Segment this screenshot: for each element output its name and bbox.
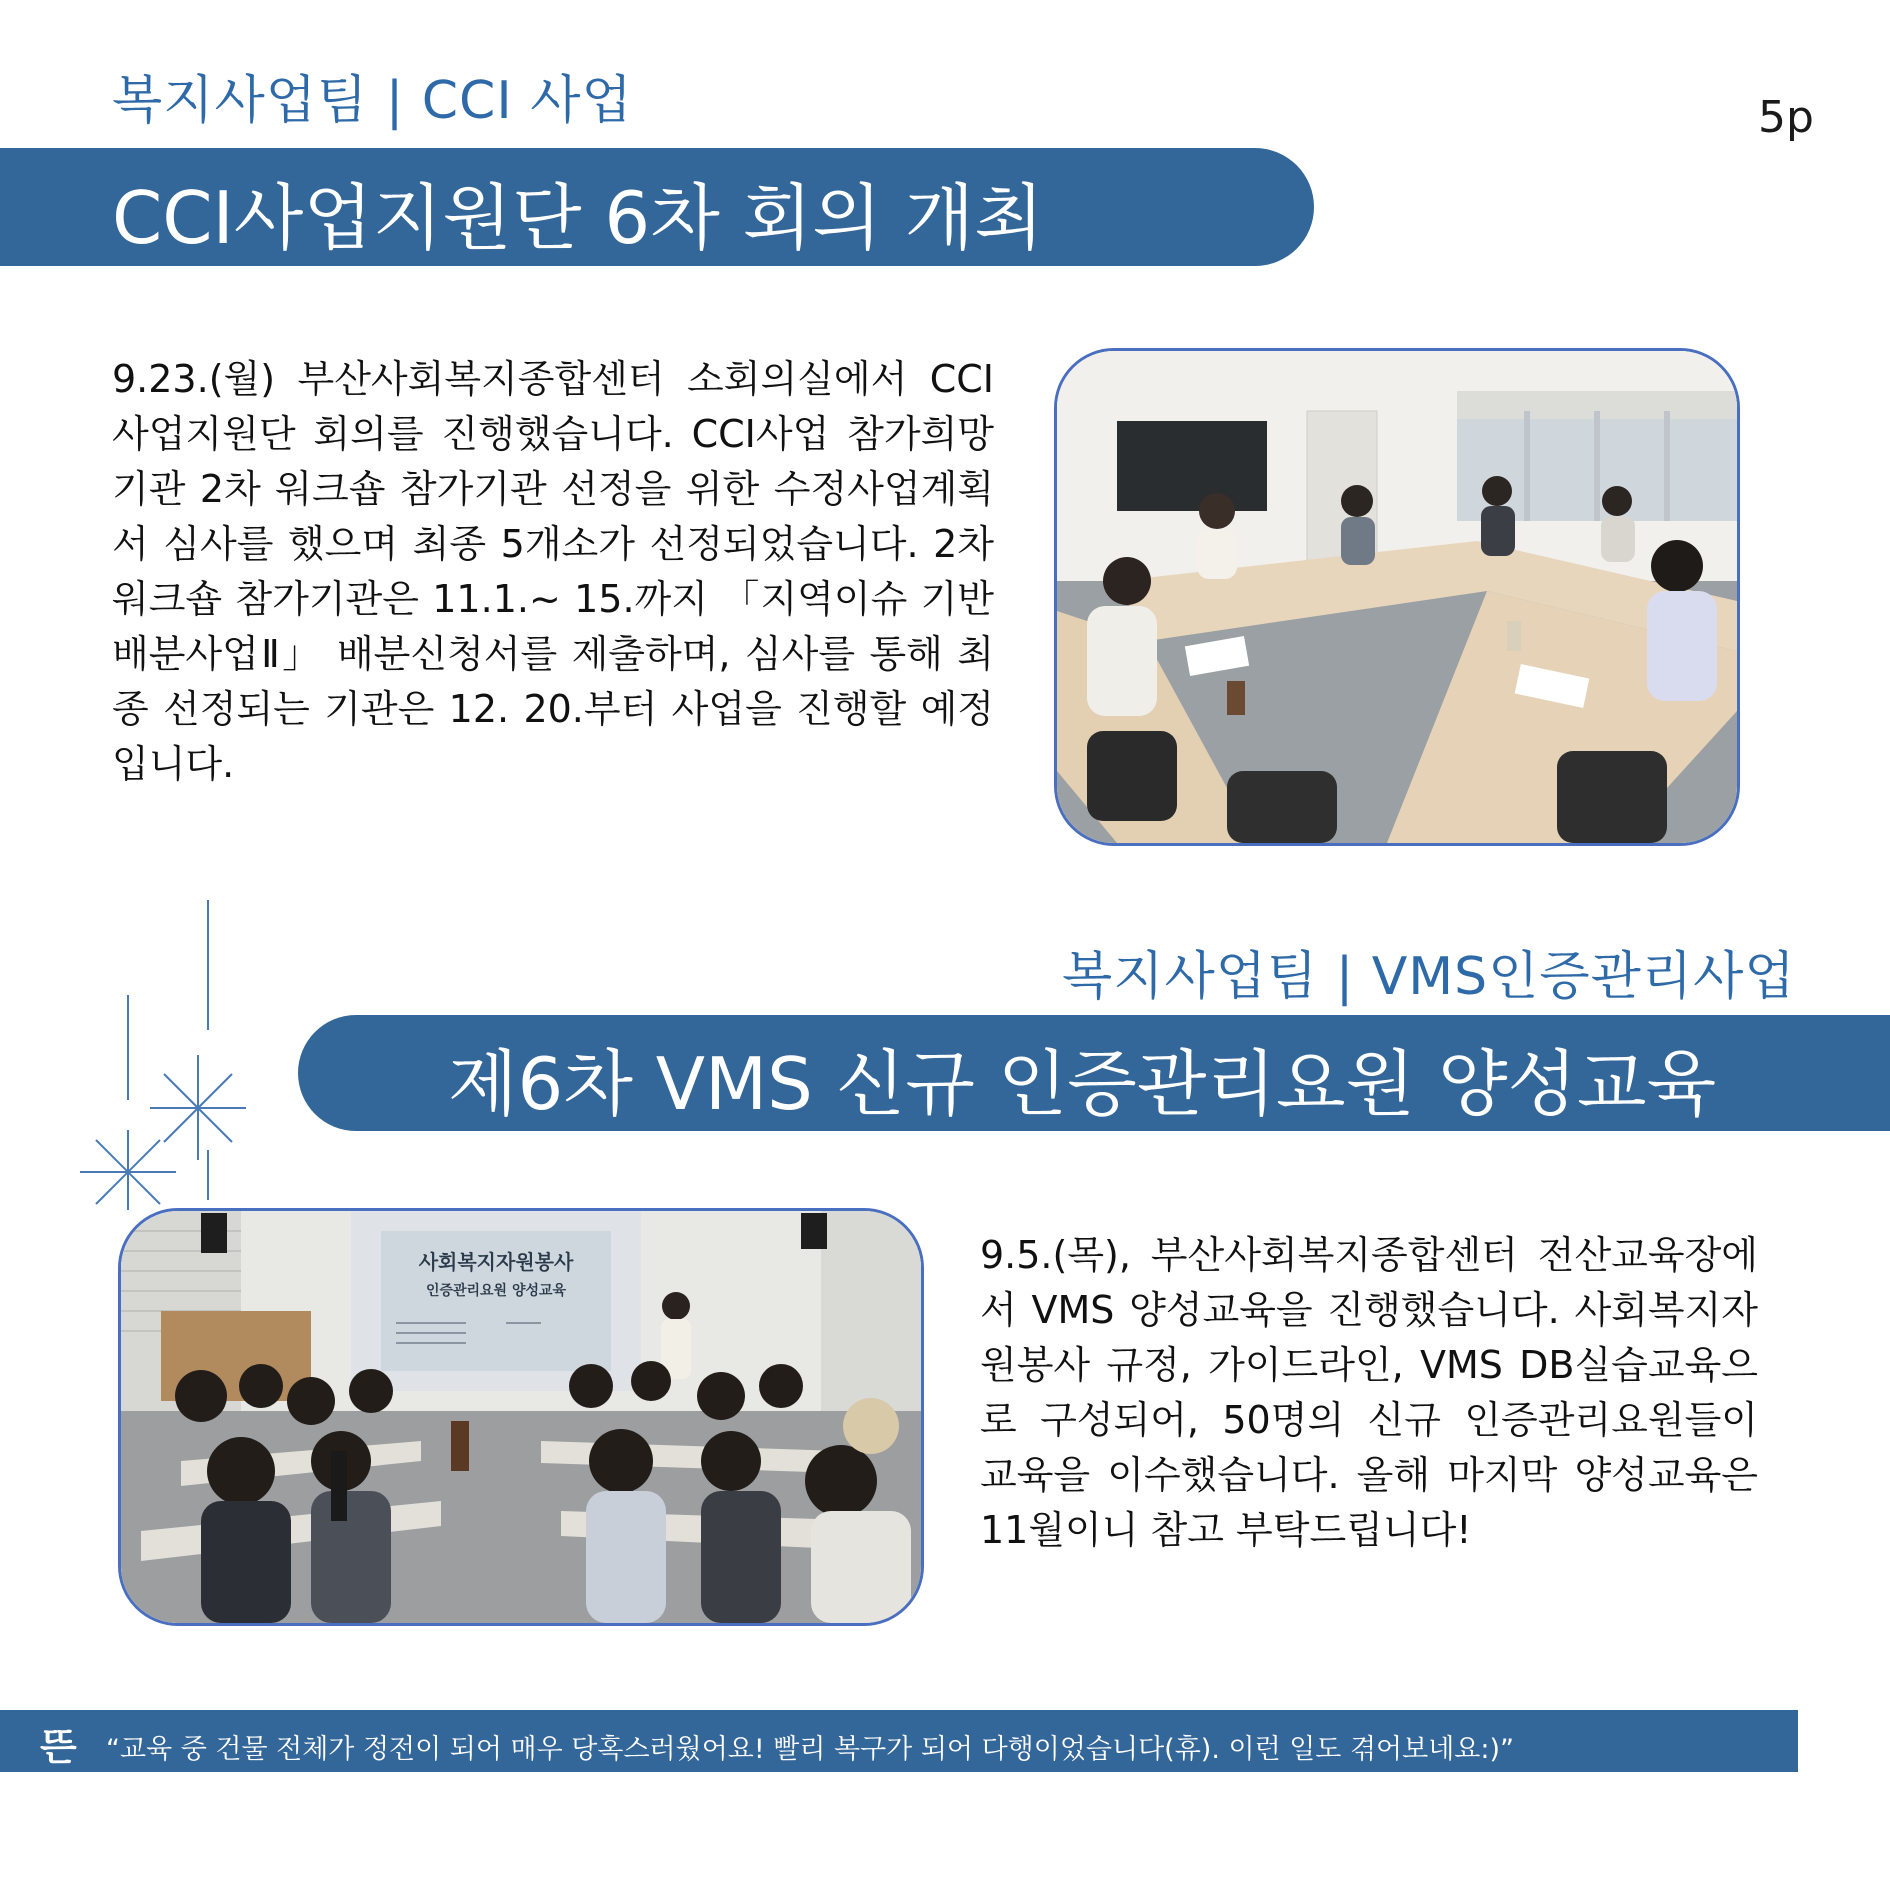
section2-team-label: 복지사업팀 | VMS인증관리사업	[1062, 947, 1796, 1007]
training-photo-illustration	[121, 1211, 921, 1623]
meeting-photo-illustration	[1057, 351, 1737, 843]
section1-team-label: 복지사업팀 | CCI 사업	[112, 71, 633, 131]
sparkle-decoration-icon	[70, 900, 270, 1210]
section2-body: 9.5.(목), 부산사회복지종합센터 전산교육장에서 VMS 양성교육을 진행했습니다. 사회복지자원봉사 규정, 가이드라인, VMS DB실습교육으로 구성되어, 50명의 신규 인증관리요원들이 교육을 이수했습니다. 올해 마지막 양성교육은 11월이니 참고 부탁드립니다!	[980, 1233, 1758, 1552]
section1-title: CCI사업지원단 6차 회의 개최	[112, 176, 1044, 260]
footer-quote: “교육 중 건물 전체가 정전이 되어 매우 당혹스러웠어요! 빨리 복구가 되어 다행이었습니다(휴). 이런 일도 겪어보네요:)”	[106, 1734, 1515, 1765]
screen-line2: 인증관리요원 양성교육	[425, 1283, 567, 1299]
section1-body: 9.23.(월) 부산사회복지종합센터 소회의실에서 CCI사업지원단 회의를 진행했습니다. CCI사업 참가희망기관 2차 워크숍 참가기관 선정을 위한 수정사업계획서 심사를 했으며 최종 5개소가 선정되었습니다. 2차 워크숍 참가기관은 11.1.~ 15.까지 「지역이슈 기반 배분사업Ⅱ」 배분신청서를 제출하며, 심사를 통해 최종 선정되는 기관은 12. 20.부터 사업을 진행할 예정입니다.	[112, 357, 994, 786]
meeting-photo	[1054, 348, 1740, 846]
section2-title: 제6차 VMS 신규 인증관리요원 양성교육	[448, 1042, 1717, 1126]
footer-label: 뜬	[40, 1725, 77, 1769]
screen-line1: 사회복지자원봉사	[418, 1250, 574, 1274]
page-number: 5p	[1758, 92, 1814, 143]
training-photo	[118, 1208, 924, 1626]
